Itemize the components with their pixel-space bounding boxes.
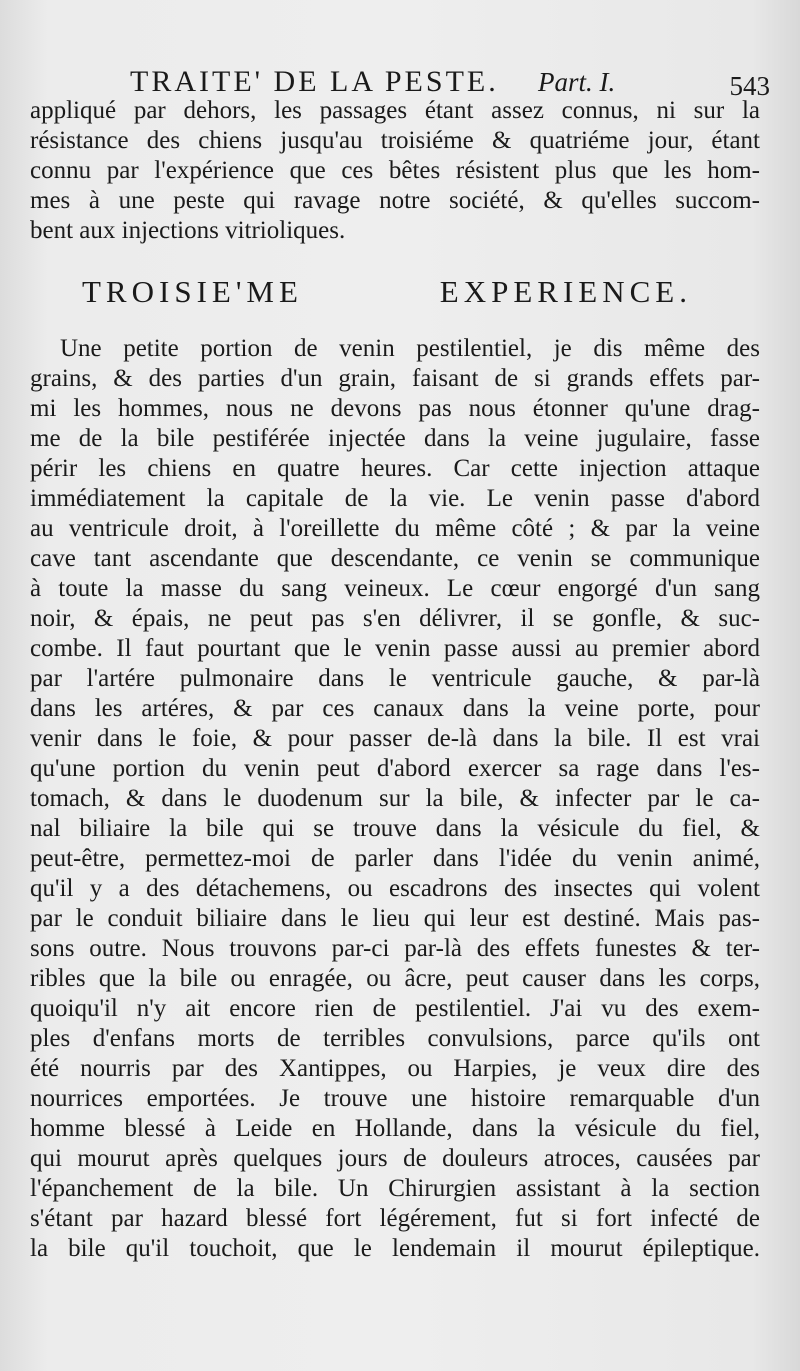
page-number: 543 xyxy=(729,71,770,101)
text-line: peut-être, permettez-moi de parler dans l'idée du venin animé, xyxy=(30,845,760,872)
text-line: sons outre. Nous trouvons par-ci par-là des effets funestes & ter- xyxy=(30,935,760,962)
text-line: par l'artére pulmonaire dans le ventricule gauche, & par-là xyxy=(30,665,760,692)
text-line: me de la bile pestiférée injectée dans la veine jugulaire, fasse xyxy=(30,425,760,452)
text-line: résistance des chiens jusqu'au troisiéme & quatriéme jour, étant xyxy=(30,127,760,154)
running-title: TRAITE' DE LA PESTE. xyxy=(130,65,499,98)
text-line: venir dans le foie, & pour passer de-là dans la bile. Il est vrai xyxy=(30,725,760,752)
text-line: immédiatement la capitale de la vie. Le venin passe d'abord xyxy=(30,485,760,512)
text-line: bent aux injections vitrioliques. xyxy=(30,217,346,244)
intro-text xyxy=(30,96,760,246)
text-line: ribles que la bile ou enragée, ou âcre, peut causer dans les corps, xyxy=(30,965,760,992)
text-line: mes à une peste qui ravage notre société, & qu'elles succom- xyxy=(30,187,760,214)
text-line: la bile qu'il touchoit, que le lendemain il mourut épileptique. xyxy=(30,1235,760,1262)
text-line: cave tant ascendante que descendante, ce venin se communique xyxy=(30,545,760,572)
text-line: Une petite portion de venin pestilentiel, je dis même des xyxy=(60,335,760,362)
text-line: mi les hommes, nous ne devons pas nous étonner qu'une drag- xyxy=(30,395,760,422)
text-line: par le conduit biliaire dans le lieu qui leur est destiné. Mais pas- xyxy=(30,905,760,932)
text-line: appliqué par dehors, les passages étant assez connus, ni sur la xyxy=(30,97,760,124)
text-line: nal biliaire la bile qui se trouve dans la vésicule du fiel, & xyxy=(30,815,760,842)
text-line: l'épanchement de la bile. Un Chirurgien assistant à la section xyxy=(30,1175,760,1202)
text-line: à toute la masse du sang veineux. Le cœur engorgé d'un sang xyxy=(30,575,760,602)
text-line: tomach, & dans le duodenum sur la bile, & infecter par le ca- xyxy=(30,785,760,812)
text-line: été nourris par des Xantippes, ou Harpies, je veux dire des xyxy=(30,1055,760,1082)
text-line: homme blessé à Leide en Hollande, dans la vésicule du fiel, xyxy=(30,1115,760,1142)
text-line: s'étant par hazard blessé fort légérement, fut si fort infecté de xyxy=(30,1205,760,1232)
section-heading: TROISIE'ME EXPERIENCE. xyxy=(82,274,692,309)
text-line: qu'une portion du venin peut d'abord exercer sa rage dans l'es- xyxy=(30,755,760,782)
text-line: dans les artéres, & par ces canaux dans la veine porte, pour xyxy=(30,695,760,722)
text-line: nourrices emportées. Je trouve une histoire remarquable d'un xyxy=(30,1085,760,1112)
text-line: périr les chiens en quatre heures. Car cette injection attaque xyxy=(30,455,760,482)
text-line: connu par l'expérience que ces bêtes résistent plus que les hom- xyxy=(30,157,760,184)
text-line: ples d'enfans morts de terribles convulsions, parce qu'ils ont xyxy=(30,1025,760,1052)
text-line: combe. Il faut pourtant que le venin passe aussi au premier abord xyxy=(30,635,760,662)
text-line: noir, & épais, ne peut pas s'en délivrer, il se gonfle, & suc- xyxy=(30,605,760,632)
text-line: au ventricule droit, à l'oreillette du même côté ; & par la veine xyxy=(30,515,760,542)
text-line: qu'il y a des détachemens, ou escadrons des insectes qui volent xyxy=(30,875,760,902)
part-label: Part. I. xyxy=(538,67,616,97)
text-line: qui mourut après quelques jours de douleurs atroces, causées par xyxy=(30,1145,760,1172)
text-line: quoiqu'il n'y ait encore rien de pestilentiel. J'ai vu des exem- xyxy=(30,995,760,1022)
text-line: grains, & des parties d'un grain, faisant de si grands effets par- xyxy=(30,365,760,392)
body-paragraph xyxy=(30,334,760,1264)
